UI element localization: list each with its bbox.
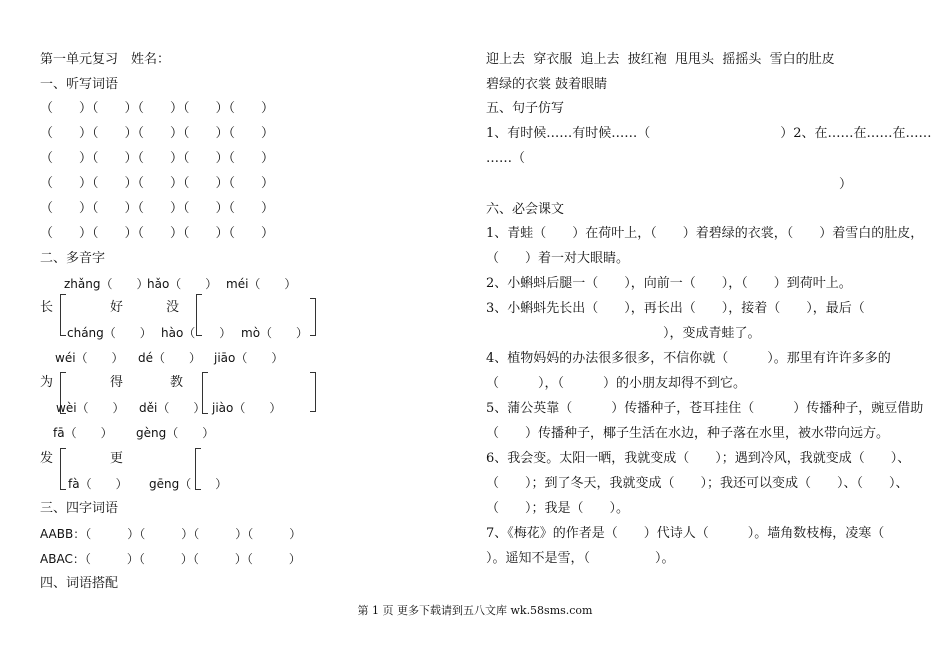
section-2-heading: 二、多音字 <box>40 251 106 266</box>
dictation-row: （ ）（ ）（ ）（ ）（ ） <box>40 201 275 216</box>
pinyin-hao4: hào（ ） <box>161 326 232 340</box>
polyphone-char-de: 得 <box>110 375 124 390</box>
polyphone-char-mei: 没 <box>166 300 180 315</box>
text-line: （ ）传播种子，椰子生活在水边，种子落在水里，被水带向远方。 <box>486 426 890 441</box>
pinyin-jiao4: jiào（ ） <box>212 401 282 415</box>
aabb-row: AABB：（ ）（ ）（ ）（ ） <box>40 527 302 541</box>
pinyin-geng4: gèng（ ） <box>136 426 215 440</box>
bracket <box>60 294 66 336</box>
pinyin-mo: mò（ ） <box>241 326 309 340</box>
polyphone-char-jiao: 教 <box>170 375 184 390</box>
text-line: 5、蒲公英靠（ ）传播种子，苍耳挂住（ ）传播种子，豌豆借助 <box>486 401 924 416</box>
pinyin-fa4: fà（ ） <box>68 477 128 491</box>
text-line: ），变成青蛙了。 <box>663 326 761 341</box>
bracket <box>310 372 316 412</box>
pinyin-hao3: hǎo（ ） <box>147 277 218 291</box>
sentence-imitation-line: ……（ <box>486 151 526 166</box>
pinyin-dei: děi（ ） <box>139 401 206 415</box>
text-line: 1、青蛙（ ）在荷叶上，（ ）着碧绿的衣裳，（ ）着雪白的肚皮， <box>486 226 924 241</box>
text-line: 7、《梅花》的作者是（ ）代诗人（ ）。墙角数枝梅，凌寒（ <box>486 526 885 541</box>
pinyin-chang: cháng（ ） <box>67 326 152 340</box>
bracket <box>60 448 66 490</box>
pinyin-mei: méi（ ） <box>226 277 297 291</box>
polyphone-char-geng: 更 <box>110 451 124 466</box>
text-line: ）。遥知不是雪，（ ）。 <box>486 551 675 566</box>
section-5-heading: 五、句子仿写 <box>486 101 565 116</box>
worksheet-title: 第一单元复习 姓名： <box>40 52 171 67</box>
dictation-row: （ ）（ ）（ ）（ ）（ ） <box>40 151 275 166</box>
text-line: 6、我会变。太阳一晒，我就变成（ ）；遇到冷风，我就变成（ ）、 <box>486 451 911 466</box>
polyphone-char-hao: 好 <box>110 300 124 315</box>
dictation-row: （ ）（ ）（ ）（ ）（ ） <box>40 176 275 191</box>
section-4-heading: 四、词语搭配 <box>40 576 119 591</box>
sentence-imitation-line: 1、有时候……有时候……（ ）2、在……在……在…… <box>486 126 932 141</box>
section-6-heading: 六、必会课文 <box>486 202 565 217</box>
sentence-imitation-line: ） <box>839 177 853 192</box>
dictation-row: （ ）（ ）（ ）（ ）（ ） <box>40 101 275 116</box>
pinyin-wei2: wéi（ ） <box>55 351 124 365</box>
dictation-row: （ ）（ ）（ ）（ ）（ ） <box>40 226 275 241</box>
pinyin-zhang: zhǎng（ ） <box>64 277 149 291</box>
word-match-list: 迎上去 穿衣服 追上去 披红袍 甩甩头 摇摇头 雪白的肚皮 <box>486 52 835 67</box>
text-line: （ ）着一对大眼睛。 <box>486 251 630 266</box>
dictation-row: （ ）（ ）（ ）（ ）（ ） <box>40 126 275 141</box>
pinyin-fa1: fā（ ） <box>53 426 113 440</box>
pinyin-jiao1: jiāo（ ） <box>214 351 284 365</box>
pinyin-wei4: wèi（ ） <box>56 401 125 415</box>
text-line: 3、小蝌蚪先长出（ ），再长出（ ），接着（ ），最后（ <box>486 301 865 316</box>
text-line: 4、植物妈妈的办法很多很多，不信你就（ ）。那里有许许多多的 <box>486 351 891 366</box>
polyphone-char-wei: 为 <box>40 375 54 390</box>
text-line: （ ）；到了冬天，我就变成（ ）；我还可以变成（ ）、（ ）、 <box>486 476 909 491</box>
text-line: 2、小蝌蚪后腿一（ ），向前一（ ），（ ）到荷叶上。 <box>486 276 852 291</box>
polyphone-char-chang: 长 <box>40 300 54 315</box>
page-footer: 第 1 页 更多下载请到五八文库 wk.58sms.com <box>357 604 593 617</box>
bracket <box>310 298 316 336</box>
text-line: （ ），（ ）的小朋友却得不到它。 <box>486 376 747 391</box>
text-line: （ ）；我是（ ）。 <box>486 501 630 516</box>
polyphone-char-fa: 发 <box>40 451 54 466</box>
pinyin-geng1: gēng（ ） <box>149 477 228 491</box>
pinyin-de: dé（ ） <box>138 351 202 365</box>
word-match-list-2: 碧绿的衣裳 鼓着眼睛 <box>486 77 608 92</box>
abac-row: ABAC：（ ）（ ）（ ）（ ） <box>40 552 301 566</box>
section-1-heading: 一、听写词语 <box>40 77 119 92</box>
section-3-heading: 三、四字词语 <box>40 501 119 516</box>
